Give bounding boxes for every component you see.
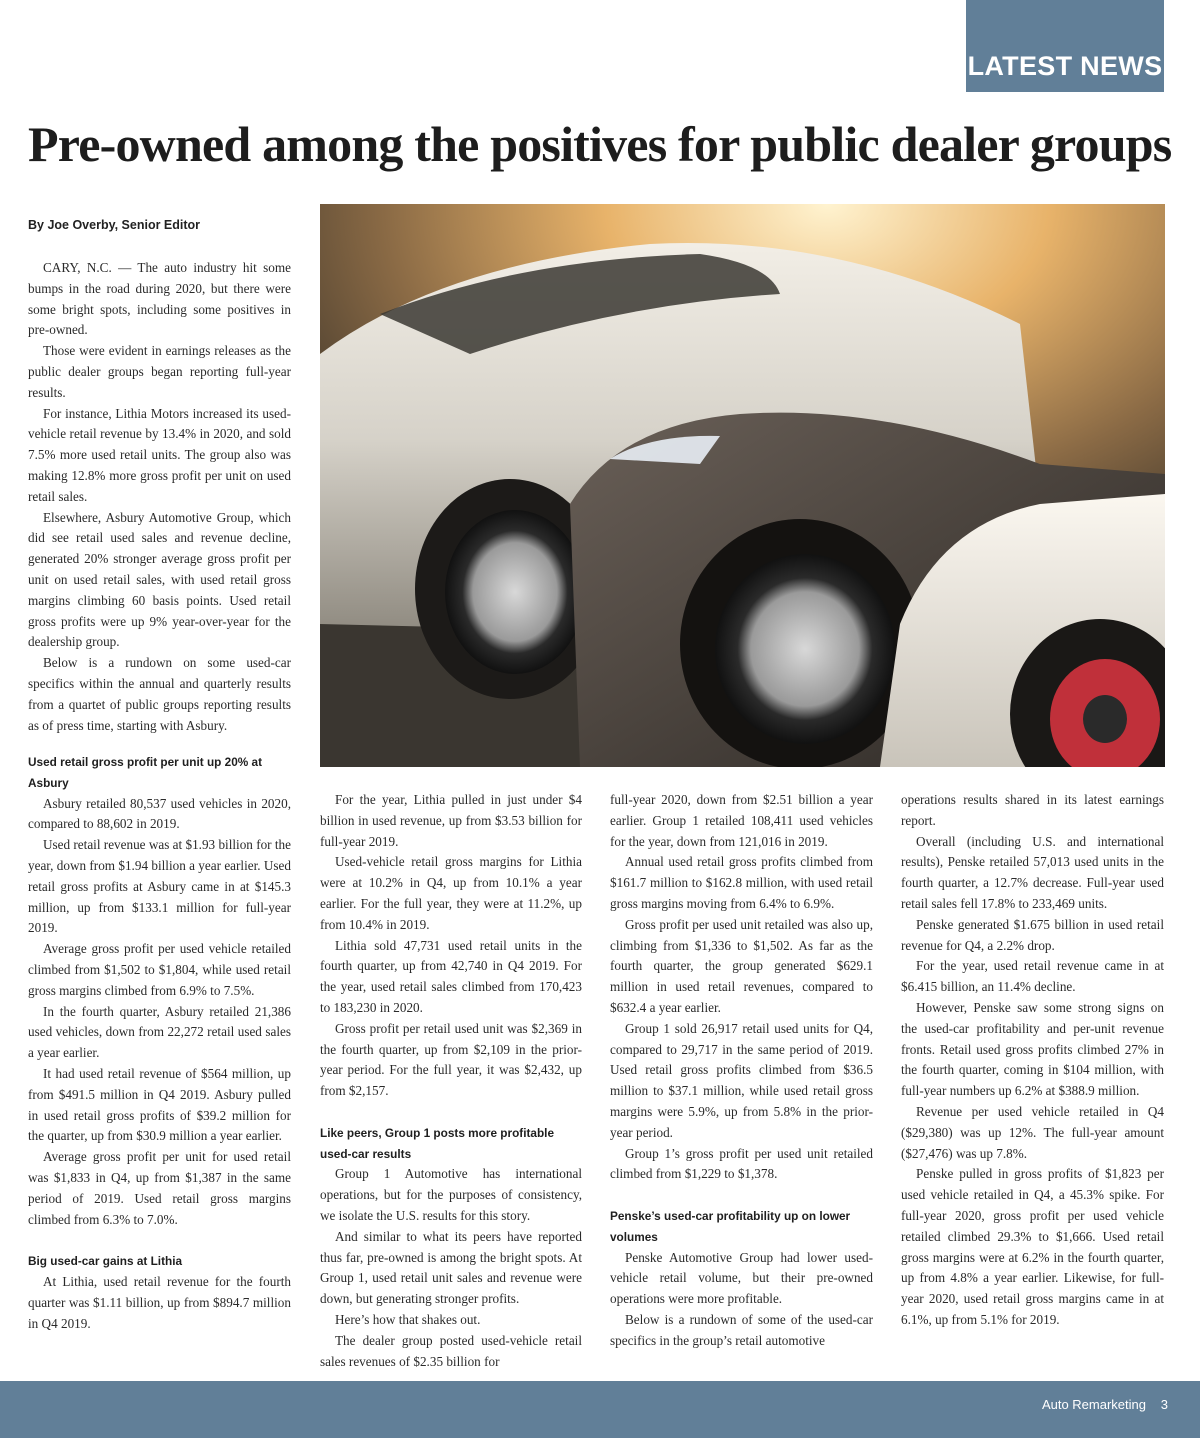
paragraph: Average gross profit per unit for used retail was $1,833 in Q4, up from $1,387 in the same period of 2019. Used retail gross margins climbed from 6.3% to 7.0%. <box>28 1149 291 1227</box>
paragraph: For the year, Lithia pulled in just under $4 billion in used revenue, up from $3.53 billion for full-year 2019. <box>320 792 582 849</box>
paragraph: Lithia sold 47,731 used retail units in the fourth quarter, up from 42,740 in Q4 2019. For the year, used retail sales climbed from 170,423 to 183,230 in 2020. <box>320 937 582 1015</box>
paragraph: Used retail revenue was at $1.93 billion for the year, down from $1.94 billion a year earlier. Used retail gross profits at Asbury came in at $145.3 million, up from $133.1 million for full-year 2019. <box>28 837 291 936</box>
paragraph: Average gross profit per used vehicle retailed climbed from $1,502 to $1,804, while used retail gross margins climbed from 6.9% to 7.5%. <box>28 941 291 998</box>
page-number: 3 <box>1160 1397 1168 1412</box>
byline: By Joe Overby, Senior Editor <box>28 218 201 232</box>
section-tag <box>966 0 1164 92</box>
headline: Pre-owned among the positives for public dealer groups <box>28 116 1172 172</box>
paragraph: At Lithia, used retail revenue for the fourth quarter was $1.11 billion, up from $894.7 million in Q4 2019. <box>28 1273 291 1331</box>
paragraph: Gross profit per retail used unit was $2,369 in the fourth quarter, up from $2,109 in the prior-year period. For the full year, it was $2,432, up from $2,157. <box>320 1020 582 1099</box>
parked-cars-photo <box>320 204 1165 767</box>
paragraph: Those were evident in earnings releases as the public dealer groups began reporting full-year results. <box>28 343 291 400</box>
paragraph: Penske generated $1.675 billion in used retail revenue for Q4, a 2.2% drop. <box>901 916 1164 953</box>
paragraph: Group 1 sold 26,917 retail used units for Q4, compared to 29,717 in the same period of 2019. Used retail gross profits climbed from $36.5 million to $37.1 million, while used retail gross margins were 5.9%, up from 5.8% in the prior-year period. <box>610 1020 873 1140</box>
paragraph: Used-vehicle retail gross margins for Lithia were at 10.2% in Q4, up from 10.1% a year earlier. For the full year, they were at 11.2%, up from 10.4% in 2019. <box>320 854 582 932</box>
paragraph: Penske Automotive Group had lower used-vehicle retail volume, but their pre-owned operations were more profitable. <box>610 1249 873 1307</box>
section-tag-label: LATEST NEWS <box>967 51 1163 81</box>
paragraph: Overall (including U.S. and international results), Penske retailed 57,013 used units in the fourth quarter, a 12.7% decrease. Full-year used retail sales fell 17.8% to 233,469 units. <box>901 833 1164 911</box>
column-2 <box>320 790 582 1372</box>
paragraph: CARY, N.C. — The auto industry hit some bumps in the road during 2020, but there were some bright spots, including some positives in pre-owned. <box>28 260 291 338</box>
paragraph: Asbury retailed 80,537 used vehicles in 2020, compared to 88,602 in 2019. <box>28 795 291 832</box>
paragraph: It had used retail revenue of $564 million, up from $491.5 million in Q4 2019. Asbury pulled in used retail gross profits of $39.2 million for the quarter, up from $30.9 million a year earlier. <box>28 1065 291 1144</box>
paragraph: Annual used retail gross profits climbed from $161.7 million to $162.8 million, with used retail gross margins moving from 6.4% to 6.9%. <box>610 854 873 911</box>
paragraph: The dealer group posted used-vehicle retail sales revenues of $2.35 billion for <box>320 1332 582 1369</box>
paragraph: Below is a rundown of some of the used-car specifics in the group’s retail automotive <box>610 1311 873 1348</box>
paragraph: Group 1 Automotive has international operations, but for the purposes of consistency, we isolate the U.S. results for this story. <box>320 1166 582 1223</box>
car-photo-illustration <box>320 204 1165 767</box>
subhead-asbury: Used retail gross profit per unit up 20% at Asbury <box>28 755 263 790</box>
paragraph: For instance, Lithia Motors increased its used-vehicle retail revenue by 13.4% in 2020, and sold 7.5% more used retail units. The group also was making 12.8% more gross profit per unit on used retail sales. <box>28 405 291 504</box>
column-1-intro <box>28 258 291 736</box>
paragraph: For the year, used retail revenue came in at $6.415 billion, an 11.4% decline. <box>901 958 1164 995</box>
column-3 <box>610 790 873 1352</box>
paragraph: Penske pulled in gross profits of $1,823 per used vehicle retailed in Q4, a 45.3% spike. For full-year 2020, gross profit per used vehicle retailed climbed 29.3% to $1,666. Used retail gross margins were at 6.2% in the fourth quarter, up from 4.8% a year earlier. Likewise, for full-year 2020, used retail gross margins came in at 6.1%, up from 5.1% for 2019. <box>901 1166 1164 1327</box>
subhead-group1: Like peers, Group 1 posts more profitable used-car results <box>320 1125 555 1161</box>
publication-name: Auto Remarketing <box>1041 1397 1146 1412</box>
paragraph: Revenue per used vehicle retailed in Q4 ($29,380) was up 12%. The full-year amount ($27,476) was up 7.8%. <box>901 1103 1164 1161</box>
column-1-asbury <box>28 752 291 1334</box>
paragraph: Elsewhere, Asbury Automotive Group, which did see retail used sales and revenue decline, generated 20% stronger average gross profit per unit on used retail sales, with used retail gross margins climbing 60 basis points. Used retail gross profits were up 9% year-over-year for the dealership group. <box>28 509 291 650</box>
paragraph: Group 1’s gross profit per used unit retailed climbed from $1,229 to $1,378. <box>610 1145 873 1182</box>
paragraph-continued: operations results shared in its latest earnings report. <box>901 792 1164 828</box>
column-4 <box>901 790 1164 1331</box>
subhead-penske: Penske’s used-car profitability up on lower volumes <box>610 1208 851 1244</box>
page-footer <box>0 1381 1200 1438</box>
paragraph: Below is a rundown on some used-car specifics within the annual and quarterly results from a quartet of public groups reporting results as of press time, starting with Asbury. <box>28 655 291 733</box>
paragraph: Here’s how that shakes out. <box>335 1311 481 1327</box>
paragraph: In the fourth quarter, Asbury retailed 21,386 used vehicles, down from 22,272 retail used sales a year earlier. <box>28 1003 291 1061</box>
paragraph: Gross profit per used unit retailed was also up, climbing from $1,336 to $1,502. As far as the fourth quarter, the group generated $629.1 million in used retail revenues, compared to $632.4 a year earlier. <box>610 916 873 1015</box>
subhead-lithia: Big used-car gains at Lithia <box>28 1254 183 1269</box>
paragraph-continued: full-year 2020, down from $2.51 billion a year earlier. Group 1 retailed 108,411 used vehicles for the year, down from 121,016 in 2019. <box>610 792 873 849</box>
paragraph: And similar to what its peers have reported thus far, pre-owned is among the bright spots. At Group 1, used retail unit sales and revenue were down, but generating stronger profits. <box>320 1228 582 1307</box>
paragraph: However, Penske saw some strong signs on the used-car profitability and per-unit revenue fronts. Retail used gross profits climbed 27% in the fourth quarter, coming in $104 million, with full-year numbers up 6.2% at $388.9 million. <box>901 999 1164 1099</box>
